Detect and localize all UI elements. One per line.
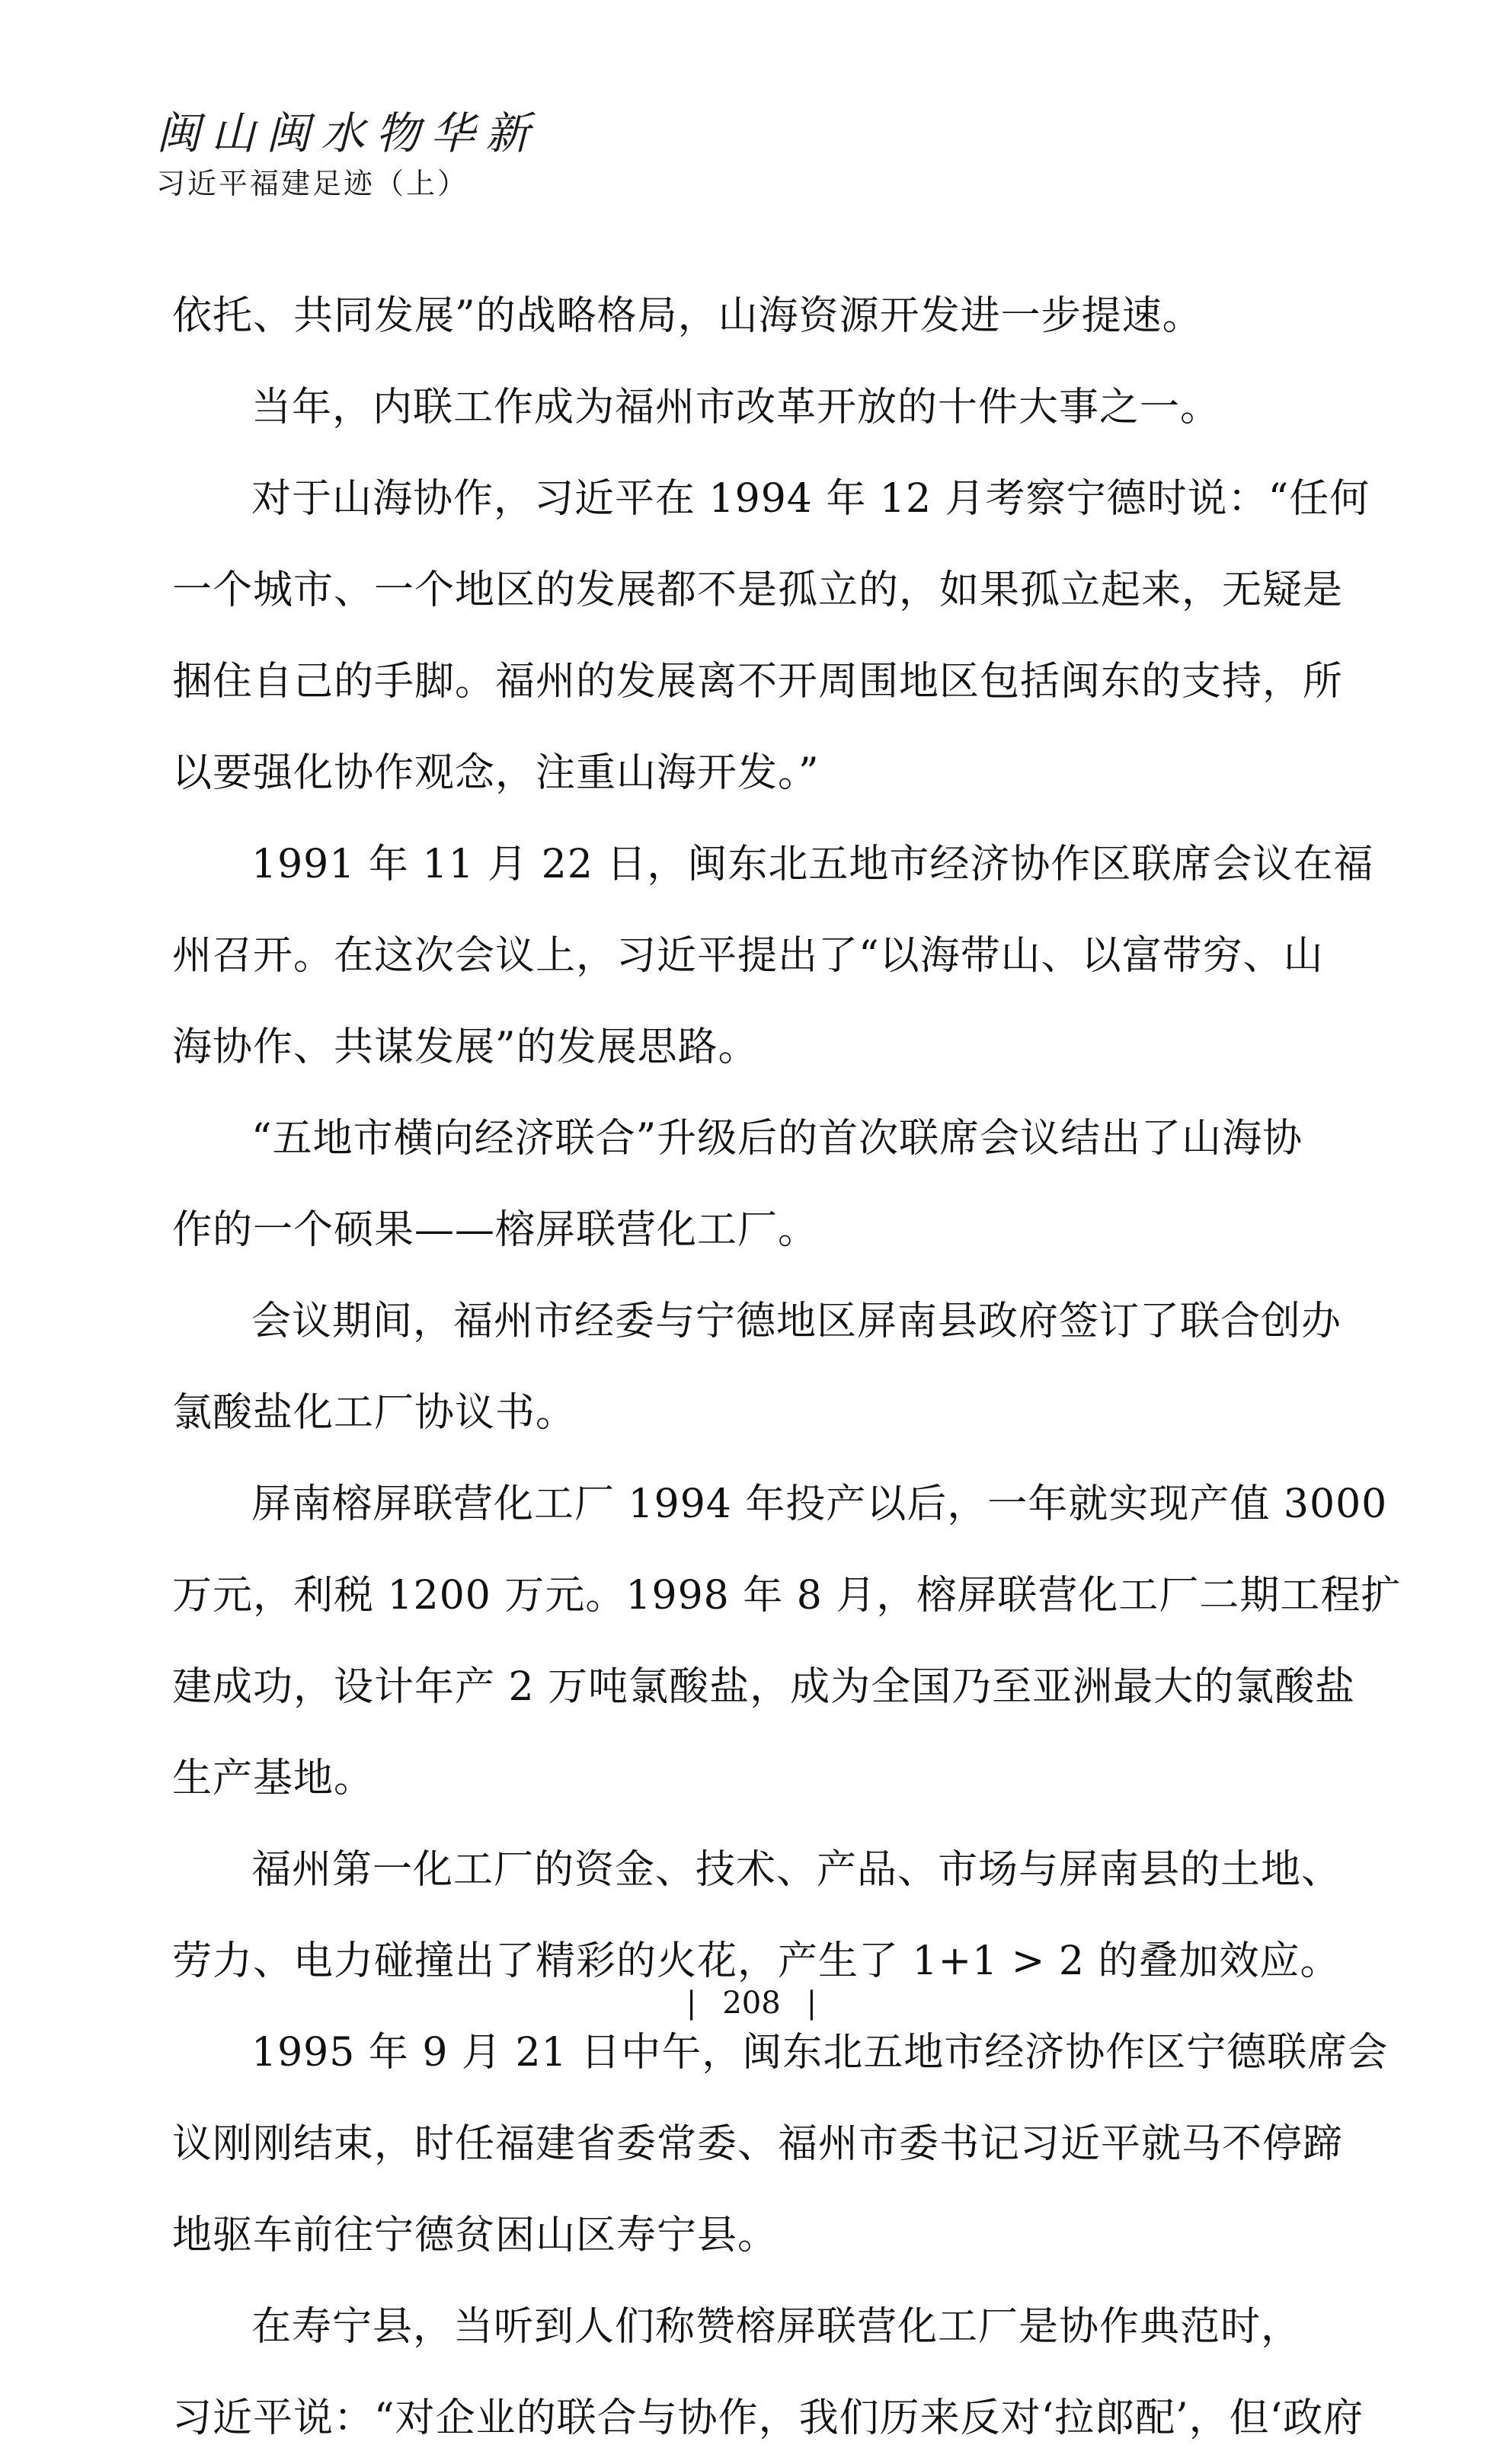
text-line: 州召开。在这次会议上，习近平提出了“以海带山、以富带穷、山	[172, 933, 1324, 979]
text-line: 捆住自己的手脚。福州的发展离不开周围地区包括闽东的支持，所	[172, 659, 1344, 705]
text-line: 生产基地。	[172, 1756, 375, 1801]
text-line: 劳力、电力碰撞出了精彩的火花，产生了 1+1 > 2 的叠加效应。	[172, 1938, 1341, 1984]
running-header	[156, 107, 540, 203]
text-line: 习近平说：“对企业的联合与协作，我们历来反对‘拉郎配’，但‘政府	[172, 2395, 1364, 2441]
text-line: 会议期间，福州市经委与宁德地区屏南县政府签订了联合创办	[251, 1299, 1342, 1344]
text-line: 氯酸盐化工厂协议书。	[172, 1390, 577, 1436]
body-text	[172, 270, 1402, 2464]
book-subtitle: 习近平福建足迹（上）	[156, 167, 469, 200]
page-number: 208	[722, 1986, 781, 2021]
text-line: 屏南榕屏联营化工厂 1994 年投产以后，一年就实现产值 3000	[251, 1481, 1388, 1527]
text-line: 地驱车前往宁德贫困山区寿宁县。	[172, 2213, 779, 2258]
text-line: 万元，利税 1200 万元。1998 年 8 月，榕屏联营化工厂二期工程扩	[172, 1573, 1402, 1619]
book-title: 闽山闽水物华新	[156, 107, 541, 159]
text-line: 福州第一化工厂的资金、技术、产品、市场与屏南县的土地、	[251, 1847, 1342, 1893]
text-line: 当年，内联工作成为福州市改革开放的十件大事之一。	[251, 385, 1221, 430]
folio-left-bar: |	[686, 1986, 697, 2021]
text-line: “五地市横向经济联合”升级后的首次联席会议结出了山海协	[251, 1116, 1303, 1162]
text-line: 在寿宁县，当听到人们称赞榕屏联营化工厂是协作典范时，	[251, 2304, 1302, 2350]
text-line: 对于山海协作，习近平在 1994 年 12 月考察宁德时说：“任何	[251, 476, 1370, 522]
text-line: 一个城市、一个地区的发展都不是孤立的，如果孤立起来，无疑是	[172, 567, 1344, 613]
page-footer	[0, 1980, 1503, 2026]
text-line: 议刚刚结束，时任福建省委常委、福州市委书记习近平就马不停蹄	[172, 2121, 1344, 2167]
folio-right-bar: |	[806, 1986, 817, 2021]
text-line: 1991 年 11 月 22 日，闽东北五地市经济协作区联席会议在福	[251, 842, 1374, 887]
text-line: 1995 年 9 月 21 日中午，闽东北五地市经济协作区宁德联席会	[251, 2030, 1389, 2076]
text-line: 作的一个硕果——榕屏联营化工厂。	[172, 1207, 819, 1253]
text-line: 建成功，设计年产 2 万吨氯酸盐，成为全国乃至亚洲最大的氯酸盐	[172, 1664, 1356, 1710]
text-line: 以要强化协作观念，注重山海开发。”	[172, 750, 820, 796]
text-line: 海协作、共谋发展”的发展思路。	[172, 1024, 759, 1070]
text-line: 依托、共同发展”的战略格局，山海资源开发进一步提速。	[172, 293, 1203, 339]
